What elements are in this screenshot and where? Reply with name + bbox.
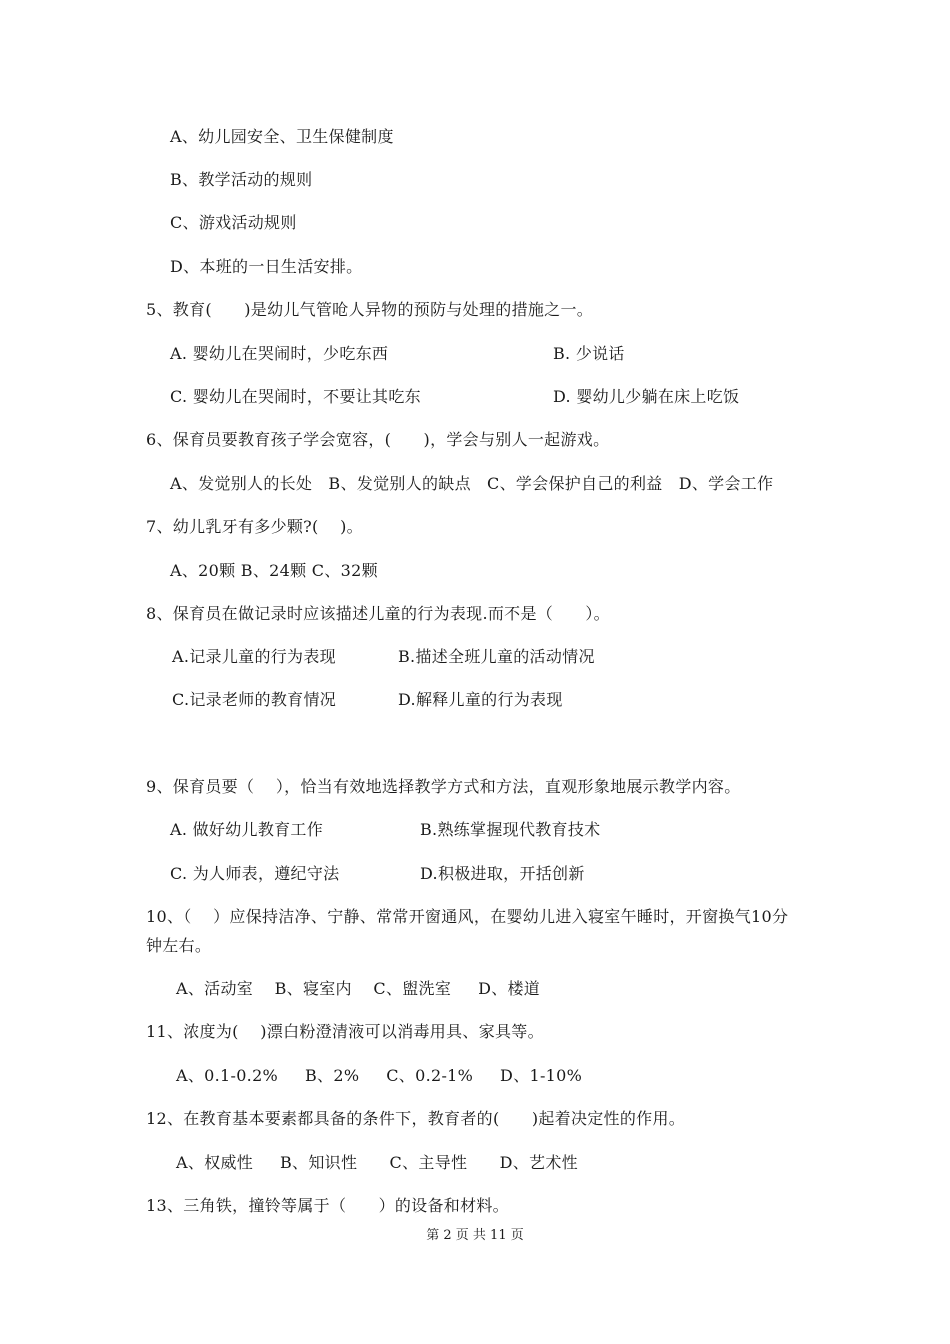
question-6: 6、保育员要教育孩子学会宽容，( )，学会与别人一起游戏。 [146, 430, 610, 449]
option-a: A、幼儿园安全、卫生保健制度 [170, 127, 394, 146]
q5-option-b: B. 少说话 [553, 344, 625, 363]
question-8: 8、保育员在做记录时应该描述儿童的行为表现.而不是（ ）。 [146, 604, 610, 623]
option-d: D、本班的一日生活安排。 [170, 257, 363, 276]
q11-options: A、0.1-0.2% B、2% C、0.2-1% D、1-10% [176, 1066, 583, 1085]
question-10-continued: 钟左右。 [146, 936, 212, 955]
q5-option-c: C. 婴幼儿在哭闹时，不要让其吃东 [170, 387, 421, 406]
question-12: 12、在教育基本要素都具备的条件下，教育者的( )起着决定性的作用。 [146, 1109, 686, 1128]
q5-option-d: D. 婴幼儿少躺在床上吃饭 [553, 387, 740, 406]
q8-option-d: D.解释儿童的行为表现 [398, 690, 563, 709]
q5-option-a: A. 婴幼儿在哭闹时，少吃东西 [170, 344, 389, 363]
question-10: 10、（ ）应保持洁净、宁静、常常开窗通风，在婴幼儿进入寝室午睡时，开窗换气10分 [146, 907, 789, 926]
q7-options: A、20颗 B、24颗 C、32颗 [170, 561, 378, 580]
question-9: 9、保育员要（ ），恰当有效地选择教学方式和方法，直观形象地展示教学内容。 [146, 777, 741, 796]
question-7: 7、幼儿乳牙有多少颗?( )。 [146, 517, 363, 536]
question-5: 5、教育( )是幼儿气管呛人异物的预防与处理的措施之一。 [146, 300, 594, 319]
q10-options: A、活动室 B、寝室内 C、盥洗室 D、楼道 [176, 979, 541, 998]
question-13: 13、三角铁，撞铃等属于（ ）的设备和材料。 [146, 1196, 509, 1215]
q9-option-a: A. 做好幼儿教育工作 [170, 820, 324, 839]
q8-option-a: A.记录儿童的行为表现 [172, 647, 336, 666]
option-c: C、游戏活动规则 [170, 213, 297, 232]
q6-options: A、发觉别人的长处 B、发觉别人的缺点 C、学会保护自己的利益 D、学会工作 [170, 474, 774, 493]
q9-option-c: C. 为人师表，遵纪守法 [170, 864, 340, 883]
q9-option-b: B.熟练掌握现代教育技术 [420, 820, 601, 839]
q9-option-d: D.积极进取，开括创新 [420, 864, 585, 883]
q12-options: A、权威性 B、知识性 C、主导性 D、艺术性 [176, 1153, 578, 1172]
question-11: 11、浓度为( )漂白粉澄清液可以消毒用具、家具等。 [146, 1022, 544, 1041]
option-b: B、教学活动的规则 [170, 170, 313, 189]
page-footer: 第 2 页 共 11 页 [426, 1228, 524, 1243]
q8-option-b: B.描述全班儿童的活动情况 [398, 647, 595, 666]
q8-option-c: C.记录老师的教育情况 [172, 690, 337, 709]
